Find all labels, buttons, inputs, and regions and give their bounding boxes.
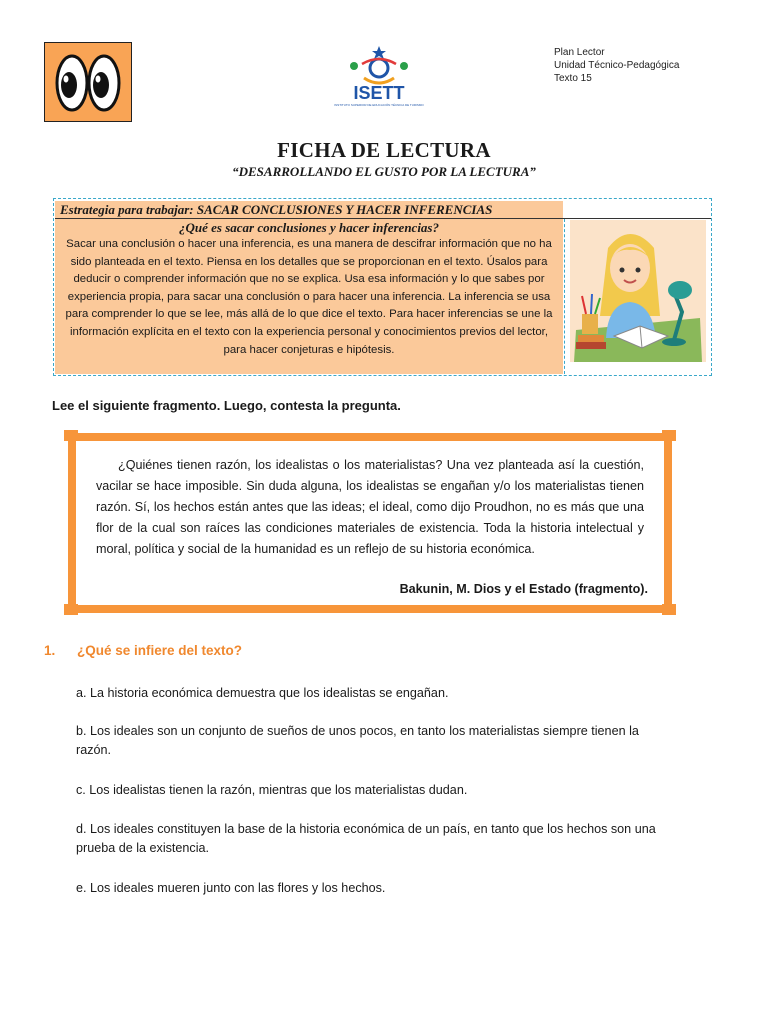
frame-corner-top-right — [662, 430, 676, 441]
isett-emblem-icon — [334, 44, 424, 110]
frame-corner-bottom-right — [662, 604, 676, 615]
meta-unit: Unidad Técnico-Pedagógica — [554, 60, 680, 71]
strategy-question: ¿Qué es sacar conclusiones y hacer inferencias? — [179, 220, 439, 235]
page-title: FICHA DE LECTURA — [277, 138, 491, 162]
isett-logo-text: ISETT — [353, 83, 405, 103]
isett-logo-tagline: INSTITUTO SUPERIOR DE EDUCACIÓN TÉCNICA DE TURISMO — [334, 103, 424, 107]
strategy-divider — [564, 219, 565, 374]
isett-logo — [334, 44, 424, 110]
question-text: ¿Qué se infiere del texto? — [77, 643, 243, 658]
eyes-icon — [45, 43, 131, 121]
girl-studying-icon — [570, 220, 706, 362]
page-subtitle: “DESARROLLANDO EL GUSTO POR LA LECTURA” — [232, 164, 536, 179]
frame-corner-bottom-left — [64, 604, 78, 615]
strategy-heading: Estrategia para trabajar: SACAR CONCLUSIONES Y HACER INFERENCIAS — [55, 201, 563, 218]
passage-text: ¿Quiénes tienen razón, los idealistas o los materialistas? Una vez planteada así la cuestión, vacilar se hace imposible. Sin duda alguna, los idealistas se engañan y/o los materialistas tienen razón. Sí, los hechos están antes que las ideas; el ideal, como dijo Proudhon, no es más que una flor de la cual son raíces las condiciones materiales de existencia. Toda la historia intelectual y moral, política y social de la humanidad es un reflejo de su historia económica. — [96, 458, 644, 556]
meta-text-number: Texto 15 — [554, 73, 592, 84]
meta-plan-lector: Plan Lector — [554, 47, 605, 58]
reading-instruction: Lee el siguiente fragmento. Luego, contesta la pregunta. — [52, 398, 401, 413]
girl-studying-illustration — [570, 220, 706, 362]
option-e: e. Los ideales mueren junto con las flores y los hechos. — [76, 881, 386, 895]
eyes-logo — [44, 42, 132, 122]
passage-source: Bakunin, M. Dios y el Estado (fragmento). — [399, 582, 648, 596]
strategy-body: Sacar una conclusión o hacer una inferencia, es una manera de descifrar información que no ha sido planteada en el texto. Piensa en los detalles que se proporcionan en el texto. Úsalos para deducir o comprender información que no se explica. Usa esa información y lo que sabes por experiencia propia, para sacar una conclusión o para hacer una inferencia. La inferencia se usa para comprender lo que se lee, más allá de lo que dice el texto. Para hacer inferencias se une la información explícita en el texto con la experiencia personal y conocimientos previos del lector, para hacer conjeturas e hipótesis. — [65, 238, 553, 356]
option-d: d. Los ideales constituyen la base de la historia económica de un país, en tanto que los hechos son una prueba de la existencia. — [76, 822, 656, 855]
question-number: 1. — [44, 643, 56, 658]
frame-corner-top-left — [64, 430, 78, 441]
option-a: a. La historia económica demuestra que los idealistas se engañan. — [76, 686, 449, 700]
option-b: b. Los ideales son un conjunto de sueños de unos pocos, en tanto los materialistas siempre tienen la razón. — [76, 724, 639, 757]
option-c: c. Los idealistas tienen la razón, mientras que los materialistas dudan. — [76, 783, 468, 797]
